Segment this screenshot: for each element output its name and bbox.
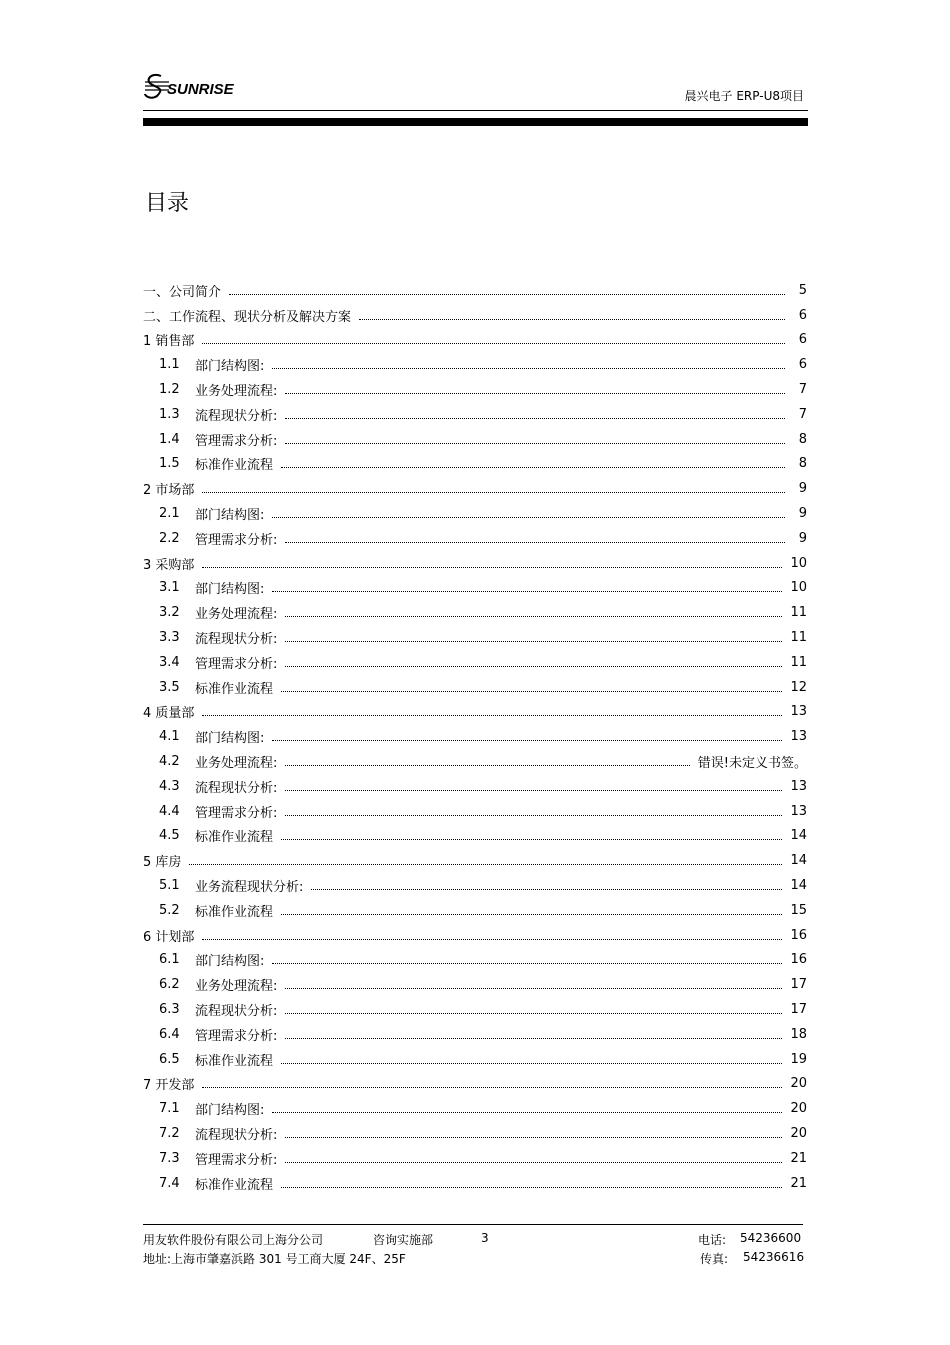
- toc-entry-title: 管理需求分析:: [195, 1152, 278, 1168]
- toc-entry-page: 16: [790, 952, 807, 968]
- toc-entry-number: 5.1: [159, 878, 180, 894]
- toc-entry-title: 业务处理流程:: [195, 607, 278, 623]
- toc-dot-leader: [311, 889, 782, 890]
- toc-entry-title: 流程现状分析:: [195, 1127, 278, 1143]
- toc-entry-title: 管理需求分析:: [195, 656, 278, 672]
- toc-entry-page: 21: [790, 1175, 807, 1191]
- toc-entry-title: 标准作业流程: [195, 1053, 274, 1069]
- toc-entry[interactable]: [143, 700, 807, 725]
- toc-dot-leader: [272, 517, 785, 518]
- toc-dot-leader: [272, 591, 782, 592]
- toc-entry-page: 10: [790, 555, 807, 571]
- toc-entry[interactable]: [143, 997, 807, 1022]
- toc-dot-leader: [285, 1038, 782, 1039]
- toc-entry[interactable]: [143, 600, 807, 625]
- toc-dot-leader: [272, 740, 782, 741]
- toc-entry[interactable]: [143, 873, 807, 898]
- toc-dot-leader: [272, 963, 782, 964]
- toc-dot-leader: [285, 790, 782, 791]
- toc-entry-title: 部门结构图:: [195, 1103, 265, 1119]
- toc-entry-title: 流程现状分析:: [195, 780, 278, 796]
- toc-dot-leader: [285, 418, 785, 419]
- toc-entry-title: 7 开发部: [143, 1078, 195, 1094]
- toc-entry[interactable]: [143, 402, 807, 427]
- toc-entry-title: 4 质量部: [143, 706, 195, 722]
- toc-entry-page: 16: [790, 927, 807, 943]
- toc-dot-leader: [281, 914, 782, 915]
- sunrise-logo: [143, 70, 253, 100]
- toc-dot-leader: [281, 1187, 782, 1188]
- toc-entry[interactable]: [143, 625, 807, 650]
- toc-entry-page: 13: [790, 729, 807, 745]
- toc-entry-number: 6.5: [159, 1051, 180, 1067]
- toc-entry-page: 11: [790, 630, 807, 646]
- toc-dot-leader: [202, 343, 785, 344]
- toc-entry-number: 3.4: [159, 654, 180, 670]
- toc-dot-leader: [285, 443, 785, 444]
- toc-entry-number: 2.2: [159, 530, 180, 546]
- toc-entry-page: 13: [790, 704, 807, 720]
- toc-entry-page: 6: [798, 357, 807, 373]
- toc-dot-leader: [202, 939, 782, 940]
- table-of-contents: [143, 278, 807, 1195]
- logo-text: SUNRISE: [167, 81, 234, 98]
- toc-entry-page: 11: [790, 605, 807, 621]
- toc-entry-number: 1.5: [159, 456, 180, 472]
- toc-entry-title: 部门结构图:: [195, 954, 265, 970]
- toc-dot-leader: [285, 1162, 782, 1163]
- toc-dot-leader: [285, 393, 785, 394]
- toc-entry[interactable]: [143, 650, 807, 675]
- toc-entry[interactable]: [143, 551, 807, 576]
- toc-entry[interactable]: [143, 1171, 807, 1196]
- toc-entry-page: 19: [790, 1051, 807, 1067]
- toc-entry-number: 7.2: [159, 1125, 180, 1141]
- footer-page-number: 3: [481, 1231, 489, 1245]
- toc-entry[interactable]: [143, 303, 807, 328]
- toc-entry-number: 1.4: [159, 431, 180, 447]
- toc-entry-number: 5.2: [159, 902, 180, 918]
- toc-entry[interactable]: [143, 476, 807, 501]
- toc-entry-page: 9: [798, 481, 807, 497]
- toc-entry-page: 15: [790, 902, 807, 918]
- toc-entry-title: 流程现状分析:: [195, 1004, 278, 1019]
- toc-entry-title: 3 采购部: [143, 557, 195, 573]
- toc-entry[interactable]: [143, 452, 807, 477]
- toc-entry-page: 8: [798, 431, 807, 447]
- toc-entry-page: 13: [790, 778, 807, 794]
- footer-department: 咨询实施部: [373, 1233, 434, 1247]
- toc-entry-number: 7.4: [159, 1175, 180, 1191]
- toc-dot-leader: [202, 567, 782, 568]
- toc-entry-page: 11: [790, 654, 807, 670]
- toc-entry-page: 9: [798, 530, 807, 546]
- toc-entry-number: 7.3: [159, 1150, 180, 1166]
- toc-entry-title: 业务处理流程:: [195, 979, 278, 995]
- toc-dot-leader: [285, 641, 782, 642]
- toc-dot-leader: [272, 1112, 782, 1113]
- toc-entry-number: 6.3: [159, 1002, 180, 1017]
- toc-entry-title: 管理需求分析:: [195, 532, 278, 548]
- toc-dot-leader: [285, 765, 689, 766]
- toc-entry-number: 4.1: [159, 729, 180, 745]
- toc-entry-page: 12: [790, 679, 807, 695]
- toc-entry[interactable]: [143, 576, 807, 601]
- footer-fax: 54236616: [743, 1250, 805, 1264]
- toc-entry[interactable]: [143, 749, 807, 774]
- toc-entry-title: 5 库房: [143, 855, 182, 871]
- toc-entry-page: 14: [790, 828, 807, 844]
- toc-entry-number: 3.2: [159, 605, 180, 621]
- toc-entry[interactable]: [143, 1121, 807, 1146]
- toc-entry[interactable]: [143, 923, 807, 948]
- toc-entry[interactable]: [143, 824, 807, 849]
- toc-entry-page: 14: [790, 878, 807, 894]
- toc-entry[interactable]: [143, 675, 807, 700]
- toc-entry-title: 流程现状分析:: [195, 408, 278, 424]
- toc-dot-leader: [359, 319, 785, 320]
- toc-entry-page: 20: [790, 1076, 807, 1092]
- toc-dot-leader: [281, 839, 782, 840]
- toc-entry-number: 6.1: [159, 952, 180, 968]
- toc-entry-number: 4.5: [159, 828, 180, 844]
- toc-dot-leader: [285, 815, 782, 816]
- footer-rule: [143, 1224, 803, 1225]
- toc-entry-title: 业务流程现状分析:: [195, 880, 304, 896]
- toc-entry-number: 1.2: [159, 382, 180, 398]
- toc-entry-page: 7: [798, 406, 807, 422]
- toc-entry-number: 2.1: [159, 506, 180, 522]
- toc-entry-title: 标准作业流程: [195, 904, 274, 920]
- toc-entry-number: 4.3: [159, 778, 180, 794]
- toc-entry[interactable]: [143, 278, 807, 303]
- toc-entry-title: 业务处理流程:: [195, 756, 278, 772]
- toc-entry[interactable]: [143, 1047, 807, 1072]
- toc-entry-number: 1.1: [159, 357, 180, 373]
- toc-entry-title: 部门结构图:: [195, 359, 265, 375]
- toc-entry-page: 7: [798, 382, 807, 398]
- toc-dot-leader: [202, 492, 785, 493]
- toc-entry-title: 部门结构图:: [195, 731, 265, 747]
- toc-entry[interactable]: [143, 1096, 807, 1121]
- toc-entry[interactable]: [143, 427, 807, 452]
- footer-phone-label: 电话:: [698, 1233, 727, 1247]
- toc-dot-leader: [285, 616, 782, 617]
- toc-dot-leader: [272, 368, 785, 369]
- page-title: 目录: [145, 191, 190, 216]
- toc-entry-title: 二、工作流程、现状分析及解决方案: [143, 309, 352, 325]
- footer-fax-label: 传真:: [700, 1252, 729, 1266]
- project-name: 晨兴电子 ERP-U8项目: [684, 89, 804, 103]
- toc-dot-leader: [285, 988, 782, 989]
- toc-entry-title: 1 销售部: [143, 334, 195, 350]
- footer-phone: 54236600: [740, 1231, 802, 1245]
- toc-entry-page: 20: [790, 1125, 807, 1141]
- toc-entry-number: 7.1: [159, 1101, 180, 1117]
- toc-entry-number: 1.3: [159, 406, 180, 422]
- toc-entry-number: 3.1: [159, 580, 180, 596]
- toc-entry-title: 标准作业流程: [195, 830, 274, 846]
- toc-entry-number: 4.4: [159, 803, 180, 819]
- toc-entry-page: 6: [798, 332, 807, 348]
- toc-dot-leader: [189, 864, 782, 865]
- toc-entry-title: 2 市场部: [143, 483, 195, 499]
- toc-entry-page: 18: [790, 1026, 807, 1042]
- toc-dot-leader: [285, 542, 785, 543]
- toc-entry-page: 6: [798, 307, 807, 323]
- toc-dot-leader: [285, 1137, 782, 1138]
- toc-entry-title: 标准作业流程: [195, 1177, 274, 1193]
- toc-entry[interactable]: [143, 352, 807, 377]
- toc-entry-page: 错误!未定义书签。: [697, 756, 807, 772]
- toc-entry-page: 20: [790, 1101, 807, 1117]
- toc-entry-title: 一、公司简介: [143, 284, 222, 300]
- toc-dot-leader: [229, 294, 785, 295]
- toc-dot-leader: [202, 1087, 782, 1088]
- toc-entry[interactable]: [143, 377, 807, 402]
- toc-dot-leader: [281, 691, 782, 692]
- toc-entry[interactable]: [143, 328, 807, 353]
- toc-entry-title: 部门结构图:: [195, 582, 265, 598]
- footer-address: 地址:上海市肇嘉浜路 301 号工商大厦 24F、25F: [143, 1252, 406, 1266]
- toc-entry-page: 17: [790, 977, 807, 993]
- toc-entry-page: 21: [790, 1150, 807, 1166]
- toc-entry[interactable]: [143, 501, 807, 526]
- toc-entry-page: 9: [798, 506, 807, 522]
- toc-entry-number: 3.3: [159, 630, 180, 646]
- toc-entry-number: 4.2: [159, 754, 180, 770]
- toc-entry-title: 管理需求分析:: [195, 1028, 278, 1044]
- toc-entry-title: 业务处理流程:: [195, 384, 278, 400]
- toc-entry-page: 8: [798, 456, 807, 472]
- toc-entry-page: 13: [790, 803, 807, 819]
- toc-entry-title: 管理需求分析:: [195, 433, 278, 449]
- header-rule-thin: [143, 110, 808, 111]
- toc-entry[interactable]: [143, 1022, 807, 1047]
- toc-entry[interactable]: [143, 898, 807, 923]
- toc-entry[interactable]: [143, 1072, 807, 1097]
- toc-entry-page: 10: [790, 580, 807, 596]
- toc-dot-leader: [285, 1013, 782, 1014]
- toc-entry-number: 6.4: [159, 1026, 180, 1042]
- toc-entry-title: 标准作业流程: [195, 681, 274, 697]
- toc-entry[interactable]: [143, 774, 807, 799]
- toc-dot-leader: [281, 1063, 782, 1064]
- toc-entry[interactable]: [143, 799, 807, 824]
- toc-entry-page: 5: [798, 282, 807, 298]
- toc-entry-page: 14: [790, 853, 807, 869]
- toc-dot-leader: [281, 467, 785, 468]
- toc-entry[interactable]: [143, 526, 807, 551]
- toc-entry-number: 3.5: [159, 679, 180, 695]
- toc-entry[interactable]: [143, 848, 807, 873]
- toc-entry-title: 6 计划部: [143, 929, 195, 945]
- toc-dot-leader: [202, 715, 782, 716]
- toc-entry-title: 标准作业流程: [195, 458, 274, 474]
- toc-entry[interactable]: [143, 724, 807, 749]
- toc-entry-page: 17: [790, 1002, 807, 1017]
- toc-entry[interactable]: [143, 1146, 807, 1171]
- toc-dot-leader: [285, 666, 782, 667]
- footer-company: 用友软件股份有限公司上海分公司: [143, 1233, 324, 1247]
- toc-entry-title: 部门结构图:: [195, 508, 265, 524]
- toc-entry[interactable]: [143, 972, 807, 997]
- toc-entry[interactable]: [143, 948, 807, 973]
- toc-entry-title: 管理需求分析:: [195, 805, 278, 821]
- toc-entry-number: 6.2: [159, 977, 180, 993]
- toc-entry-title: 流程现状分析:: [195, 632, 278, 648]
- header-rule-thick: [143, 118, 808, 126]
